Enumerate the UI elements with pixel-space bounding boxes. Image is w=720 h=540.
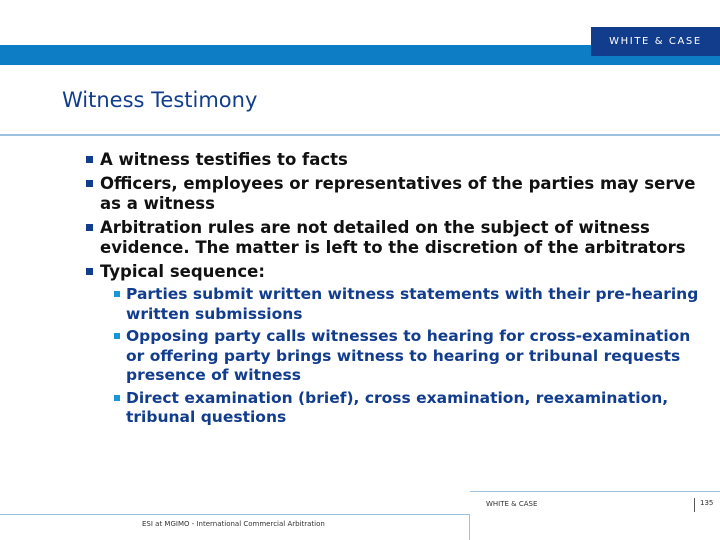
sub-bullet-item [110,389,706,428]
square-bullet-icon [86,180,93,187]
brand-logo-text: WHITE & CASE [609,36,702,47]
page-number: 135 [700,499,714,507]
square-sub-bullet-icon [114,395,120,401]
footer-course: ESI at MGIMO - International Commercial Arbitration [142,520,325,528]
sub-bullet-text: Opposing party calls witnesses to hearing for cross-examination or offering party brings witness to hearing or tribunal requests presence of witness [126,327,691,384]
bullet-list [86,150,706,432]
bullet-item [86,262,706,428]
bullet-item [86,150,706,170]
bullet-item [86,218,706,258]
square-bullet-icon [86,156,93,163]
bullet-text: Officers, employees or representatives of the parties may serve as a witness [100,174,696,213]
square-bullet-icon [86,268,93,275]
page-number-separator [694,498,695,512]
title-divider [0,134,720,136]
square-sub-bullet-icon [114,291,120,297]
sub-bullet-item [110,285,706,324]
bullet-item [86,174,706,214]
brand-logo [591,27,720,56]
sub-bullet-list [110,285,706,428]
sub-bullet-item [110,327,706,386]
bullet-text: Typical sequence: [100,262,265,281]
bullet-text: A witness testifies to facts [100,150,348,169]
sub-bullet-text: Parties submit written witness statements with their pre-hearing written submissions [126,285,699,323]
footer-divider [470,491,720,492]
square-bullet-icon [86,224,93,231]
slide-title: Witness Testimony [62,88,258,112]
square-sub-bullet-icon [114,333,120,339]
sub-bullet-text: Direct examination (brief), cross examination, reexamination, tribunal questions [126,388,669,426]
footer-brand: WHITE & CASE [486,500,538,508]
bullet-text: Arbitration rules are not detailed on the subject of witness evidence. The matter is left to the discretion of the arbitrators [100,218,686,257]
